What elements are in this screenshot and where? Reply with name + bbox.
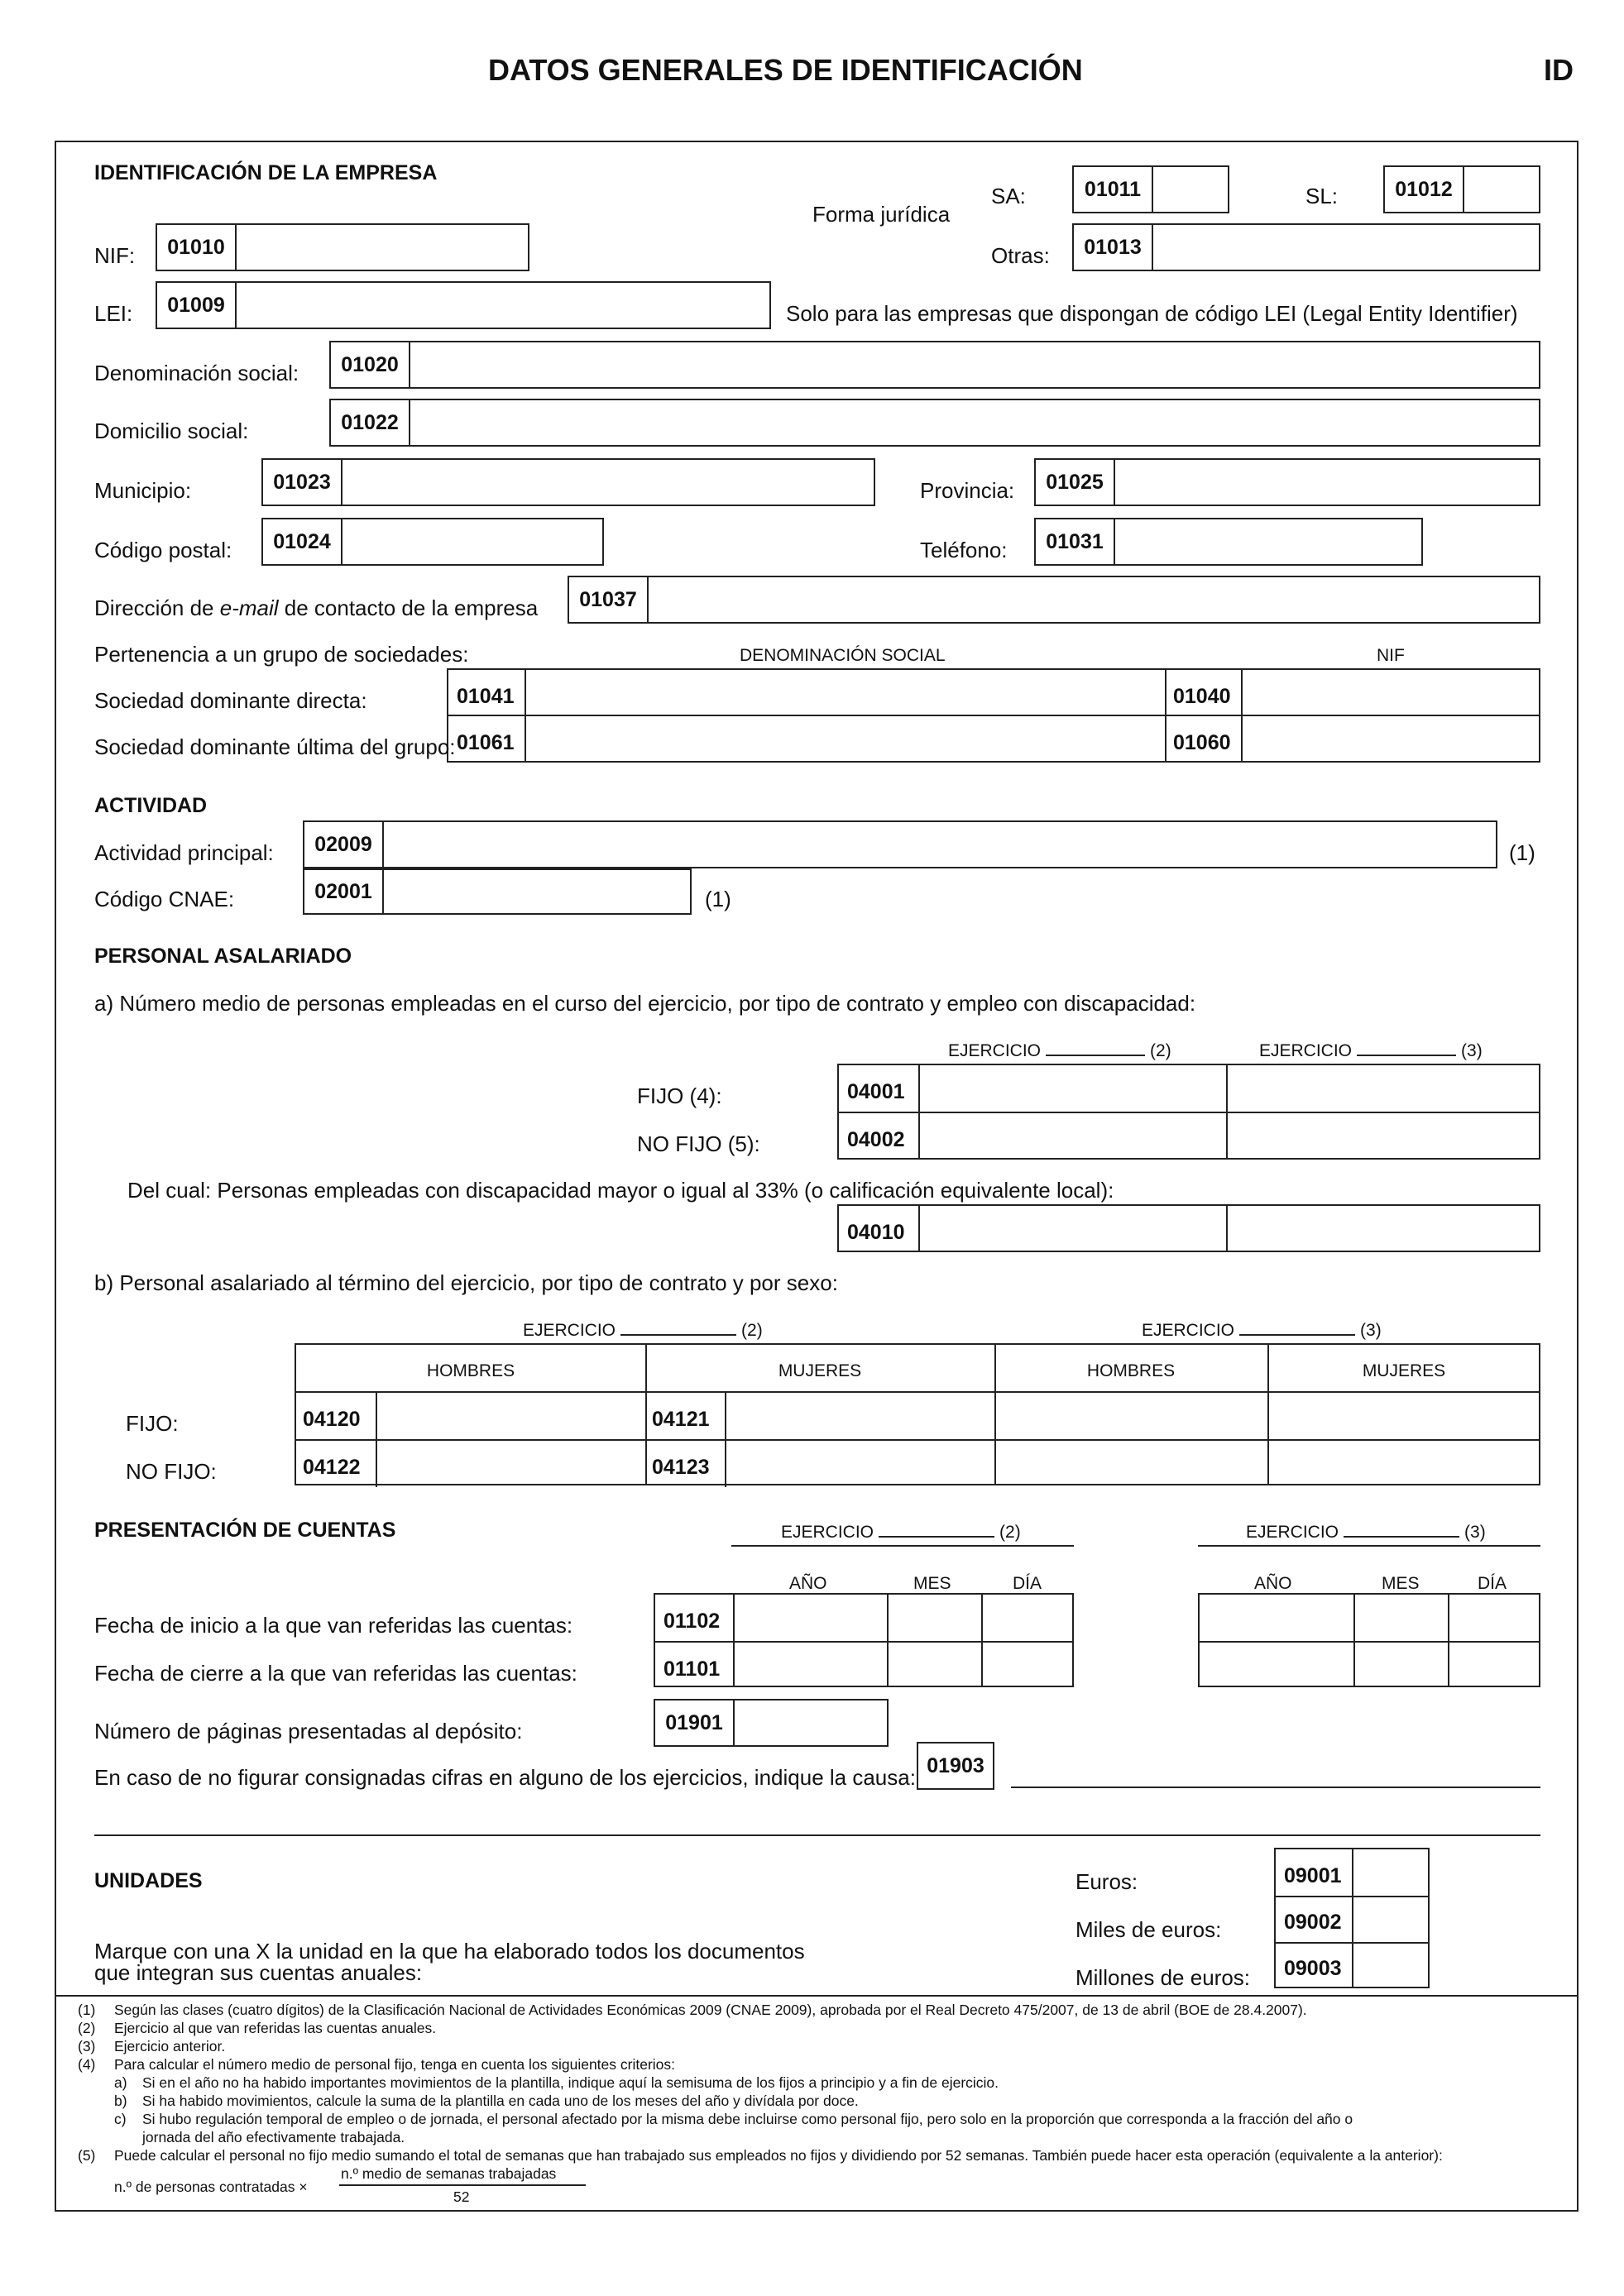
municipio-label: Municipio:: [94, 478, 192, 503]
c2-col-ano: AÑO: [789, 1574, 827, 1593]
directa-label: Sociedad dominante directa:: [94, 688, 367, 713]
grupo-col-nif: NIF: [1377, 646, 1405, 665]
b-no-fijo-label: NO FIJO:: [126, 1459, 217, 1484]
unidades-instruccion-2: que integran sus cuentas anuales:: [94, 1960, 423, 1985]
b-no-fijo-code-h: 04122: [303, 1456, 361, 1479]
b-ejercicio-3: [1142, 1322, 1382, 1339]
footnote-2: [78, 2021, 436, 2036]
b-col-mujeres-3: MUJERES: [1362, 1361, 1446, 1380]
cierre-mes-2[interactable]: [889, 1643, 980, 1687]
inicio-dia-2[interactable]: [983, 1595, 1072, 1641]
b-fijo-label: FIJO:: [126, 1411, 179, 1436]
sl-label: SL:: [1305, 184, 1339, 208]
c-ejercicio-3-label: EJERCICIO: [1246, 1523, 1339, 1542]
c3-col-ano: AÑO: [1254, 1574, 1292, 1593]
cierre-mes-3[interactable]: [1355, 1643, 1446, 1687]
sl-field[interactable]: [1383, 165, 1540, 213]
sa-code: 01011: [1074, 167, 1153, 212]
unidades-heading: UNIDADES: [94, 1869, 203, 1892]
b-fijo-h2-input[interactable]: [377, 1393, 644, 1439]
fn2-num: (2): [78, 2020, 96, 2036]
directa-code-den: 01041: [457, 685, 515, 708]
cuentas-heading: PRESENTACIÓN DE CUENTAS: [94, 1519, 396, 1542]
euros-label: Euros:: [1075, 1869, 1138, 1894]
fn4c-text: Si hubo regulación temporal de empleo o de jornada, el personal afectado por la misma debe incluirse como personal fijo, pero solo en la proporción que corresponda a la fracción del año o: [142, 2111, 1353, 2127]
fn1-text: Según las clases (cuatro dígitos) de la Clasificación Nacional de Actividades Económicas 2009 (CNAE 2009), aprobada por el Real Decreto 475/2007, de 13 de abril (BOE de 28.4.2007).: [114, 2002, 1307, 2018]
c3-col-dia: DÍA: [1478, 1574, 1507, 1593]
footnote-4: [78, 2058, 675, 2073]
a-ejercicio-3: [1259, 1042, 1483, 1060]
cierre-ano-3[interactable]: [1200, 1643, 1352, 1687]
b-ejercicio-3-note: (3): [1360, 1321, 1382, 1340]
c-ejercicio-3-year[interactable]: [1344, 1536, 1459, 1538]
causa-label: En caso de no figurar consignadas cifras en alguno de los ejercicios, indique la causa:: [94, 1765, 916, 1790]
unidades-instruccion-1: Marque con una X la unidad en la que ha elaborado todos los documentos: [94, 1939, 805, 1964]
directa-nif-input[interactable]: [1243, 670, 1540, 715]
ultima-code-den: 01061: [457, 731, 515, 754]
fn4-num: (4): [78, 2056, 96, 2073]
fn4-text: Para calcular el número medio de personal fijo, tenga en cuenta los siguientes criterios:: [114, 2056, 676, 2073]
directa-den-input[interactable]: [526, 670, 1163, 715]
denominacion-field[interactable]: [329, 341, 1540, 389]
otras-field[interactable]: [1072, 223, 1540, 271]
formula-denominator: 52: [453, 2188, 470, 2205]
codigo-postal-label: Código postal:: [94, 538, 232, 562]
telefono-label: Teléfono:: [920, 538, 1008, 562]
c-ejercicio-3-rule: [1198, 1545, 1540, 1547]
no-fijo-label: NO FIJO (5):: [637, 1131, 760, 1156]
no-fijo-code: 04002: [847, 1128, 905, 1151]
b-ejercicio-3-label: EJERCICIO: [1142, 1321, 1235, 1340]
a-ejercicio-3-year[interactable]: [1357, 1055, 1456, 1056]
form-code: ID: [1544, 53, 1574, 87]
footnotes-divider: [55, 1995, 1578, 1997]
c-ejercicio-2-note: (2): [999, 1523, 1021, 1542]
actividad-heading: ACTIVIDAD: [94, 794, 208, 817]
domicilio-label: Domicilio social:: [94, 419, 249, 443]
c-ejercicio-2: [781, 1523, 1021, 1541]
municipio-code: 01023: [263, 460, 343, 505]
inicio-mes-3[interactable]: [1355, 1595, 1446, 1641]
grupo-label: Pertenencia a un grupo de sociedades:: [94, 642, 469, 667]
discapacidad-text: Del cual: Personas empleadas con discapacidad mayor o igual al 33% (o calificación equivalente local):: [127, 1178, 1114, 1203]
b-ejercicio-2-note: (2): [741, 1321, 763, 1340]
footnote-5: [78, 2149, 1443, 2164]
inicio-mes-2[interactable]: [889, 1595, 980, 1641]
lei-code: 01009: [157, 283, 237, 328]
denominacion-code: 01020: [331, 342, 410, 387]
b-fijo-h3-input[interactable]: [996, 1393, 1266, 1439]
b-col-hombres-3: HOMBRES: [1086, 1361, 1176, 1380]
millones-label: Millones de euros:: [1075, 1965, 1250, 1990]
provincia-code: 01025: [1036, 460, 1115, 505]
euros-code: 09001: [1284, 1864, 1342, 1887]
miles-label: Miles de euros:: [1075, 1917, 1222, 1942]
cierre-dia-3[interactable]: [1449, 1643, 1539, 1687]
b-no-fijo-h2-input[interactable]: [377, 1441, 644, 1485]
b-no-fijo-m3-input[interactable]: [1269, 1441, 1539, 1485]
ultima-label: Sociedad dominante última del grupo:: [94, 734, 456, 759]
fechas-table-ej3: [1198, 1593, 1540, 1687]
domicilio-field[interactable]: [329, 399, 1540, 447]
lei-field[interactable]: [156, 281, 771, 329]
cnae-label: Código CNAE:: [94, 887, 235, 911]
fn4a-text: Si en el año no ha habido importantes movimientos de la plantilla, indique aquí la semisuma de los fijos a principio y a fin de ejercicio.: [142, 2074, 999, 2091]
footnote-3: [78, 2040, 225, 2054]
nif-field[interactable]: [156, 223, 529, 271]
footnote-4b: [114, 2094, 859, 2109]
footnote-4c-cont: jornada del año efectivamente trabajada.: [142, 2129, 405, 2145]
cierre-code: 01101: [663, 1657, 721, 1681]
telefono-code: 01031: [1036, 519, 1115, 564]
b-ejercicio-2-label: EJERCICIO: [523, 1321, 616, 1340]
forma-juridica-label: Forma jurídica: [812, 202, 951, 227]
c-ejercicio-2-year[interactable]: [879, 1536, 994, 1538]
actividad-principal-field[interactable]: [303, 820, 1497, 868]
email-label-pre: Dirección de: [94, 596, 220, 620]
fijo-ej3-input[interactable]: [1228, 1065, 1540, 1112]
paginas-field[interactable]: [654, 1699, 889, 1747]
fijo-label: FIJO (4):: [637, 1083, 722, 1108]
fn4c-num: c): [114, 2111, 127, 2127]
sa-label: SA:: [991, 184, 1026, 208]
nif-label: NIF:: [94, 243, 136, 268]
c-ejercicio-2-rule: [731, 1545, 1074, 1547]
page-title: DATOS GENERALES DE IDENTIFICACIÓN: [488, 53, 1083, 87]
grupo-col-denominacion: DENOMINACIÓN SOCIAL: [740, 646, 946, 665]
email-code: 01037: [569, 577, 649, 622]
b-col-mujeres-2: MUJERES: [778, 1361, 862, 1380]
b-col-hombres-2: HOMBRES: [426, 1361, 515, 1380]
footnote-1: [78, 2003, 1307, 2018]
discapacidad-ej3-input[interactable]: [1228, 1206, 1540, 1251]
c2-col-dia: DÍA: [1013, 1574, 1042, 1593]
formula-fraction-bar: [339, 2184, 586, 2186]
paginas-label: Número de páginas presentadas al depósito:: [94, 1719, 523, 1744]
personal-a-text: a) Número medio de personas empleadas en el curso del ejercicio, por tipo de contrato y empleo con discapacidad:: [94, 991, 1196, 1016]
personal-b-text: b) Personal asalariado al término del ejercicio, por tipo de contrato y por sexo:: [94, 1270, 838, 1295]
b-fijo-code-m: 04121: [652, 1408, 710, 1431]
b-no-fijo-code-m: 04123: [652, 1456, 710, 1479]
fn1-num: (1): [78, 2002, 96, 2018]
cnae-code: 02001: [304, 870, 384, 913]
cierre-dia-2[interactable]: [983, 1643, 1072, 1687]
fechas-table-ej2: [654, 1593, 1074, 1687]
domicilio-code: 01022: [331, 400, 410, 445]
lei-note: Solo para las empresas que dispongan de código LEI (Legal Entity Identifier): [786, 301, 1518, 326]
grupo-table: [447, 668, 1540, 763]
municipio-field[interactable]: [261, 458, 875, 506]
empresa-heading: IDENTIFICACIÓN DE LA EMPRESA: [94, 161, 438, 184]
fn5-text: Puede calcular el personal no fijo medio sumando el total de semanas que han trabajado sus empleados no fijos y dividiendo por 52 semanas. También puede hacer esta operación (equivalente a la anterior):: [114, 2147, 1443, 2164]
cnae-field[interactable]: [303, 868, 692, 915]
provincia-field[interactable]: [1034, 458, 1540, 506]
telefono-field[interactable]: [1034, 518, 1423, 566]
actividad-principal-label: Actividad principal:: [94, 840, 274, 865]
footnote-4a: [114, 2076, 999, 2091]
inicio-code: 01102: [663, 1610, 721, 1633]
c3-col-mes: MES: [1382, 1574, 1420, 1593]
fn3-num: (3): [78, 2038, 96, 2054]
c2-col-mes: MES: [913, 1574, 951, 1593]
fn5-num: (5): [78, 2147, 96, 2164]
cnae-note: (1): [705, 887, 731, 911]
inicio-label: Fecha de inicio a la que van referidas las cuentas:: [94, 1613, 573, 1638]
no-fijo-ej3-input[interactable]: [1228, 1113, 1540, 1160]
fijo-code: 04001: [847, 1080, 905, 1103]
miles-code: 09002: [1284, 1911, 1342, 1934]
ultima-den-input[interactable]: [526, 716, 1163, 763]
inicio-ano-2[interactable]: [735, 1595, 885, 1641]
b-ejercicio-3-year[interactable]: [1239, 1334, 1355, 1336]
inicio-ano-3[interactable]: [1200, 1595, 1352, 1641]
email-label-post: de contacto de la empresa: [278, 596, 539, 620]
fn4a-num: a): [114, 2074, 127, 2091]
euros-checkbox[interactable]: [1353, 1849, 1428, 1896]
codigo-postal-code: 01024: [263, 519, 343, 564]
b-no-fijo-m2-input[interactable]: [726, 1441, 993, 1485]
fn2-text: Ejercicio al que van referidas las cuentas anuales.: [114, 2020, 437, 2036]
c-ejercicio-3-note: (3): [1464, 1523, 1486, 1542]
footnote-4c: [114, 2112, 1353, 2127]
miles-checkbox[interactable]: [1353, 1897, 1428, 1942]
email-label: [94, 597, 538, 619]
millones-code: 09003: [1284, 1957, 1342, 1980]
sa-field[interactable]: [1072, 165, 1229, 213]
fn4b-text: Si ha habido movimientos, calcule la suma de la plantilla en cada uno de los meses del año y divídala por doce.: [142, 2093, 859, 2109]
otras-code: 01013: [1074, 225, 1153, 270]
email-label-em: e-mail: [219, 596, 279, 620]
discapacidad-table: [837, 1204, 1540, 1252]
a-ejercicio-2-year[interactable]: [1046, 1055, 1145, 1056]
causa-input-line[interactable]: [1011, 1787, 1540, 1788]
b-table: [295, 1343, 1540, 1485]
a-table: [837, 1064, 1540, 1160]
no-fijo-ej2-input[interactable]: [920, 1113, 1224, 1160]
millones-checkbox[interactable]: [1353, 1944, 1428, 1988]
sl-code: 01012: [1385, 167, 1464, 212]
b-fijo-m3-input[interactable]: [1269, 1393, 1539, 1439]
b-fijo-m2-input[interactable]: [726, 1393, 993, 1439]
a-ejercicio-2: [948, 1042, 1171, 1060]
causa-code: 01903: [927, 1753, 984, 1777]
b-ejercicio-2: [523, 1322, 763, 1339]
a-ejercicio-2-label: EJERCICIO: [948, 1041, 1042, 1060]
c-ejercicio-2-label: EJERCICIO: [781, 1523, 874, 1542]
formula-numerator: n.º medio de semanas trabajadas: [341, 2165, 557, 2182]
lei-label: LEI:: [94, 301, 133, 326]
discapacidad-code: 04010: [847, 1221, 905, 1244]
denominacion-label: Denominación social:: [94, 361, 299, 385]
inicio-dia-3[interactable]: [1449, 1595, 1539, 1641]
formula-left: n.º de personas contratadas ×: [114, 2179, 308, 2195]
b-ejercicio-2-year[interactable]: [620, 1334, 736, 1336]
b-fijo-code-h: 04120: [303, 1408, 361, 1431]
fn4b-num: b): [114, 2093, 127, 2109]
a-ejercicio-3-label: EJERCICIO: [1259, 1041, 1353, 1060]
email-field[interactable]: [568, 576, 1540, 624]
c-ejercicio-3: [1246, 1523, 1486, 1541]
otras-label: Otras:: [991, 243, 1050, 268]
a-ejercicio-3-note: (3): [1461, 1041, 1483, 1060]
personal-heading: PERSONAL ASALARIADO: [94, 945, 352, 968]
actividad-principal-code: 02009: [304, 822, 384, 867]
paginas-code: 01901: [655, 1700, 735, 1745]
fn3-text: Ejercicio anterior.: [114, 2038, 226, 2054]
cierre-label: Fecha de cierre a la que van referidas las cuentas:: [94, 1661, 577, 1686]
ultima-code-nif: 01060: [1173, 731, 1231, 754]
ultima-nif-input[interactable]: [1243, 716, 1540, 763]
discapacidad-ej2-input[interactable]: [920, 1206, 1224, 1251]
causa-code-box: [917, 1742, 994, 1790]
unidades-table: [1274, 1848, 1430, 1988]
section-divider: [94, 1834, 1540, 1836]
b-no-fijo-h3-input[interactable]: [996, 1441, 1266, 1485]
a-ejercicio-2-note: (2): [1150, 1041, 1171, 1060]
fijo-ej2-input[interactable]: [920, 1065, 1224, 1112]
directa-code-nif: 01040: [1173, 685, 1231, 708]
provincia-label: Provincia:: [920, 478, 1015, 503]
codigo-postal-field[interactable]: [261, 518, 604, 566]
nif-code: 01010: [157, 225, 237, 270]
cierre-ano-2[interactable]: [735, 1643, 885, 1687]
actividad-principal-note: (1): [1509, 840, 1535, 865]
